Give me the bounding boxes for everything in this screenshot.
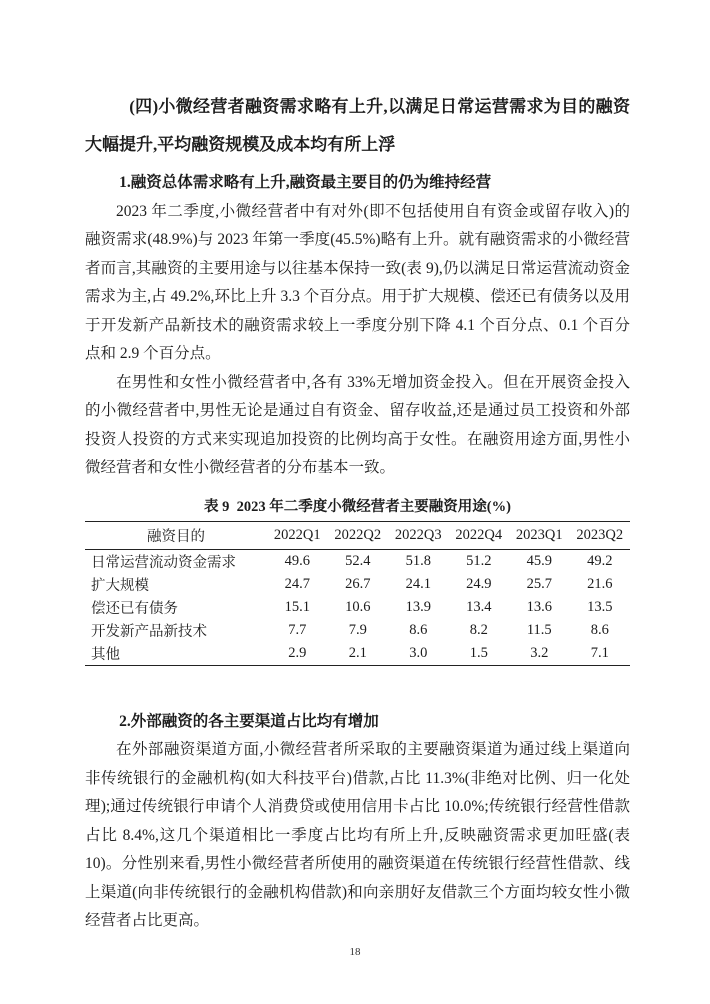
table-cell: 15.1 <box>284 598 310 615</box>
table-row-repay-debt <box>85 596 630 619</box>
table-cell-label: 偿还已有债务 <box>91 600 178 617</box>
table-column-header-2022q3: 2022Q3 <box>388 521 449 549</box>
table-9-title: 表 9 2023 年二季度小微经营者主要融资用途(%) <box>204 498 511 515</box>
table-column-header-purpose: 融资目的 <box>85 521 267 549</box>
table-cell: 13.6 <box>526 598 552 615</box>
table-cell: 49.2 <box>587 552 613 569</box>
table-cell: 7.9 <box>348 621 367 638</box>
table-cell: 8.2 <box>469 621 488 638</box>
table-cell-label: 其他 <box>91 646 120 663</box>
table-cell: 3.0 <box>409 644 428 661</box>
table-header-row <box>85 521 630 549</box>
table-cell: 11.5 <box>526 621 552 638</box>
table-column-header-2023q1: 2023Q1 <box>509 521 570 549</box>
table-cell: 24.1 <box>405 575 431 592</box>
paragraph-external-financing-channels: 在外部融资渠道方面,小微经营者所采取的主要融资渠道为通过线上渠道向非传统银行的金融机构(如大科技平台)借款,占比 11.3%(非绝对比例、归一化处理);通过传统银行申请个人消费贷或使用信用卡占比 10.0%;传统银行经营性借款占比 8.4%,这几个渠道相比一季度占比均有所上升,反映融资需求更加旺盛(表 10)。分性别来看,男性小微经营者所使用的融资渠道在传统银行经营性借款、线上渠道(向非传统银行的金融机构借款)和向亲朋好友借款三个方面均较女性小微经营者占比更高。 <box>85 741 630 929</box>
table-cell: 52.4 <box>345 552 371 569</box>
table-cell: 13.5 <box>587 598 613 615</box>
table-cell: 49.6 <box>284 552 310 569</box>
table-cell-label: 日常运营流动资金需求 <box>91 554 236 571</box>
subsection-2-heading: 2.外部融资的各主要渠道占比均有增加 <box>119 712 379 730</box>
table-row-new-products <box>85 619 630 642</box>
table-cell: 1.5 <box>469 644 488 661</box>
table-cell: 45.9 <box>526 552 552 569</box>
table-column-header-2022q2: 2022Q2 <box>328 521 389 549</box>
table-cell-label: 扩大规模 <box>91 577 149 594</box>
table-cell: 8.6 <box>409 621 428 638</box>
table-9 <box>85 521 630 666</box>
table-column-header-2023q2: 2023Q2 <box>570 521 631 549</box>
table-cell: 3.2 <box>530 644 549 661</box>
table-cell: 25.7 <box>526 575 552 592</box>
paragraph-gender-comparison: 在男性和女性小微经营者中,各有 33%无增加资金投入。但在开展资金投入的小微经营者中,男性无论是通过自有资金、留存收益,还是通过员工投资和外部投资人投资的方式来实现追加投资的比例均高于女性。在融资用途方面,男性小微经营者和女性小微经营者的分布基本一致。 <box>85 373 630 476</box>
table-cell-label: 开发新产品新技术 <box>91 623 207 640</box>
paragraph-financing-demand: 2023 年二季度,小微经营者中有对外(即不包括使用自有资金或留存收入)的融资需求(48.9%)与 2023 年第一季度(45.5%)略有上升。就有融资需求的小微经营者而言,其融资的主要用途与以往基本保持一致(表 9),仍以满足日常运营流动资金需求为主,占 49.2%,环比上升 3.3 个百分点。用于扩大规模、偿还已有债务以及用于开发新产品新技术的融资需求较上一季度分别下降 4.1 个百分点、0.1 个百分点和 2.9 个百分点。 <box>85 202 630 362</box>
table-column-header-2022q4: 2022Q4 <box>449 521 510 549</box>
table-cell: 51.2 <box>466 552 492 569</box>
table-cell: 26.7 <box>345 575 371 592</box>
table-cell: 21.6 <box>587 575 613 592</box>
table-cell: 7.1 <box>590 644 609 661</box>
table-row-other <box>85 642 630 666</box>
table-cell: 24.9 <box>466 575 492 592</box>
section-4-heading: (四)小微经营者融资需求略有上升,以满足日常运营需求为目的融资大幅提升,平均融资规模及成本均有所上浮 <box>85 97 630 154</box>
table-cell: 13.4 <box>466 598 492 615</box>
table-cell: 2.1 <box>348 644 367 661</box>
table-cell: 13.9 <box>405 598 431 615</box>
table-row-expand-scale <box>85 573 630 596</box>
table-cell: 8.6 <box>590 621 609 638</box>
table-cell: 51.8 <box>405 552 431 569</box>
table-cell: 10.6 <box>345 598 371 615</box>
subsection-1-heading: 1.融资总体需求略有上升,融资最主要目的仍为维持经营 <box>119 174 492 191</box>
table-cell: 7.7 <box>288 621 307 638</box>
table-cell: 24.7 <box>284 575 310 592</box>
table-column-header-2022q1: 2022Q1 <box>267 521 328 549</box>
page-number: 18 <box>349 946 361 958</box>
table-cell: 2.9 <box>288 644 307 661</box>
table-row-operating-capital <box>85 549 630 573</box>
